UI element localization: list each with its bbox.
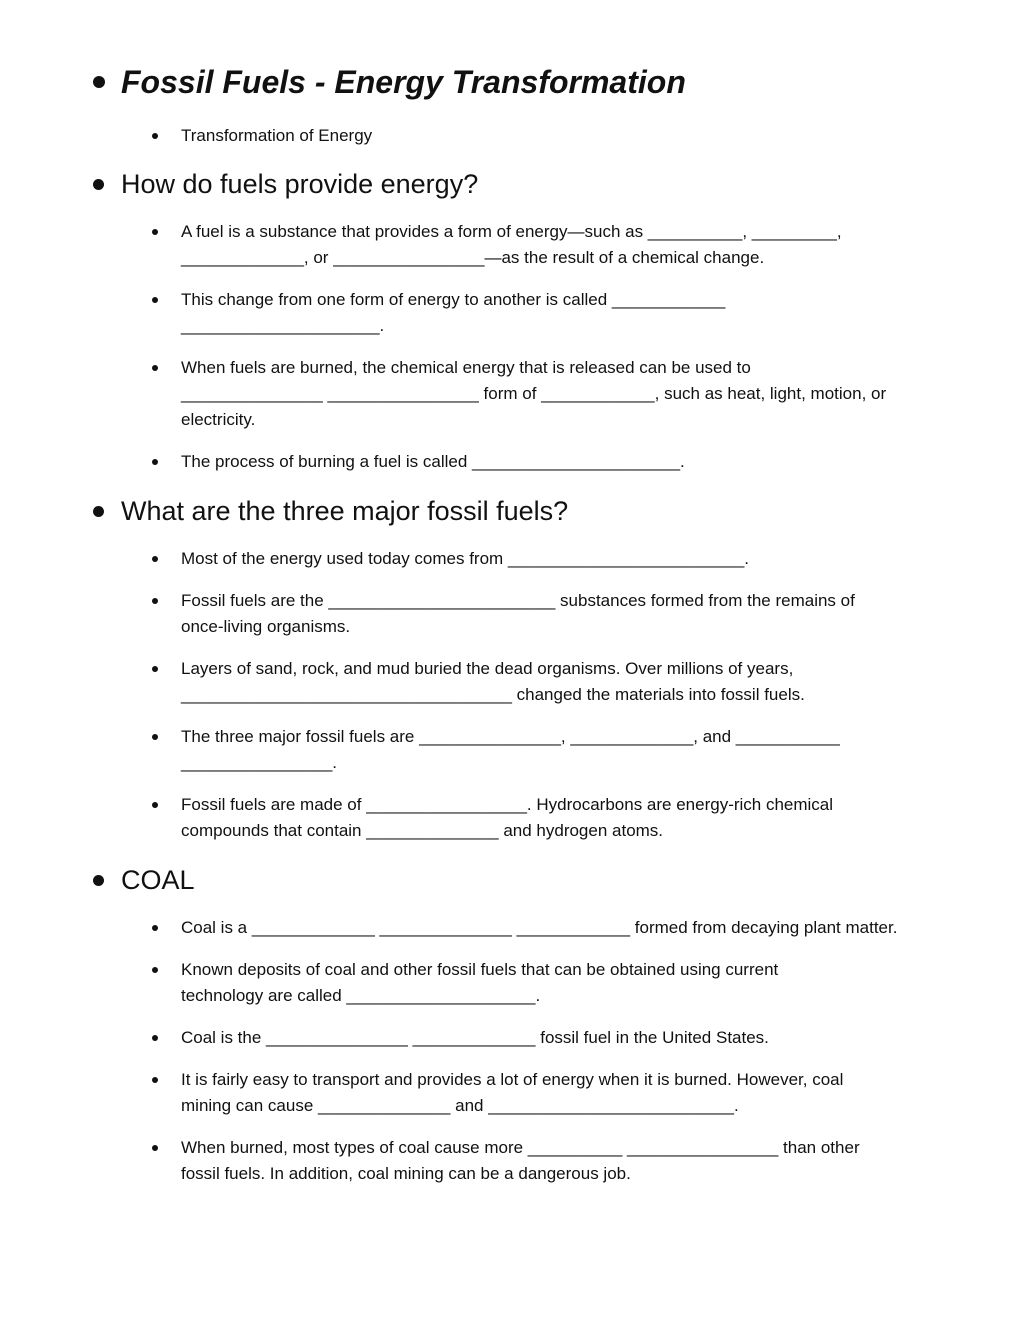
list-item [0,355,1020,433]
bullet-icon [152,1035,158,1041]
list-item [0,1067,1020,1119]
list-item [0,957,1020,1009]
bullet-icon [93,179,104,190]
item-line: It is fairly easy to transport and provides a lot of energy when it is burned. However, coal [181,1070,844,1089]
list-item [0,724,1020,776]
item-line: Coal is a _____________ ______________ ____________ formed from decaying plant matter. [181,918,898,937]
item-line: mining can cause ______________ and __________________________. [181,1096,739,1115]
item-line: electricity. [181,410,256,429]
list-item [0,915,1020,941]
item-line: ________________. [181,753,337,772]
bullet-icon [152,967,158,973]
item-line: This change from one form of energy to another is called ____________ [181,290,726,309]
list-item [0,1135,1020,1187]
list-item [0,656,1020,708]
heading-text: COAL [121,865,195,895]
bullet-icon [152,297,158,303]
item-line: technology are called ____________________. [181,986,541,1005]
item-line: Most of the energy used today comes from _________________________. [181,549,750,568]
item-line: Coal is the _______________ _____________ fossil fuel in the United States. [181,1028,769,1047]
heading-text: How do fuels provide energy? [121,169,479,199]
item-line: _____________, or ________________—as the result of a chemical change. [181,248,765,267]
bullet-icon [152,666,158,672]
worksheet [0,62,1020,1203]
bullet-icon [152,133,158,139]
item-line: Fossil fuels are the ________________________ substances formed from the remains of [181,591,855,610]
section-heading [0,860,1020,900]
item-line: fossil fuels. In addition, coal mining can be a dangerous job. [181,1164,631,1183]
list-item [0,1025,1020,1051]
bullet-icon [93,875,104,886]
item-line: _____________________. [181,316,385,335]
list-item [0,449,1020,475]
item-line: The three major fossil fuels are _______________, _____________, and ___________ [181,727,840,746]
section-heading [0,164,1020,204]
item-line: When fuels are burned, the chemical energy that is released can be used to [181,358,751,377]
bullet-icon [152,1077,158,1083]
worksheet-title [0,62,1020,102]
list-item [0,219,1020,271]
list-item [0,287,1020,339]
heading-text: What are the three major fossil fuels? [121,496,569,526]
list-item [0,588,1020,640]
item-line: ___________________________________ changed the materials into fossil fuels. [181,685,805,704]
bullet-icon [152,556,158,562]
item-line: once-living organisms. [181,617,351,636]
bullet-icon [93,76,105,88]
title-text: Fossil Fuels - Energy Transformation [121,64,686,100]
item-line: compounds that contain ______________ and hydrogen atoms. [181,821,664,840]
bullet-icon [152,802,158,808]
bullet-icon [152,925,158,931]
bullet-icon [152,229,158,235]
list-item [0,546,1020,572]
list-item [0,792,1020,844]
bullet-icon [152,734,158,740]
item-line: Known deposits of coal and other fossil fuels that can be obtained using current [181,960,779,979]
bullet-icon [152,365,158,371]
bullet-icon [93,506,104,517]
bullet-icon [152,459,158,465]
item-line: A fuel is a substance that provides a form of energy—such as __________, _________, [181,222,842,241]
item-line: When burned, most types of coal cause more __________ ________________ than other [181,1138,860,1157]
bullet-icon [152,1145,158,1151]
item-line: The process of burning a fuel is called ______________________. [181,452,685,471]
item-line: _______________ ________________ form of ____________, such as heat, light, motion, or [181,384,887,403]
bullet-icon [152,598,158,604]
item-line: Transformation of Energy [181,126,373,145]
section-heading [0,491,1020,531]
item-line: Layers of sand, rock, and mud buried the dead organisms. Over millions of years, [181,659,794,678]
intro-item [0,123,1020,149]
item-line: Fossil fuels are made of _________________. Hydrocarbons are energy-rich chemical [181,795,834,814]
